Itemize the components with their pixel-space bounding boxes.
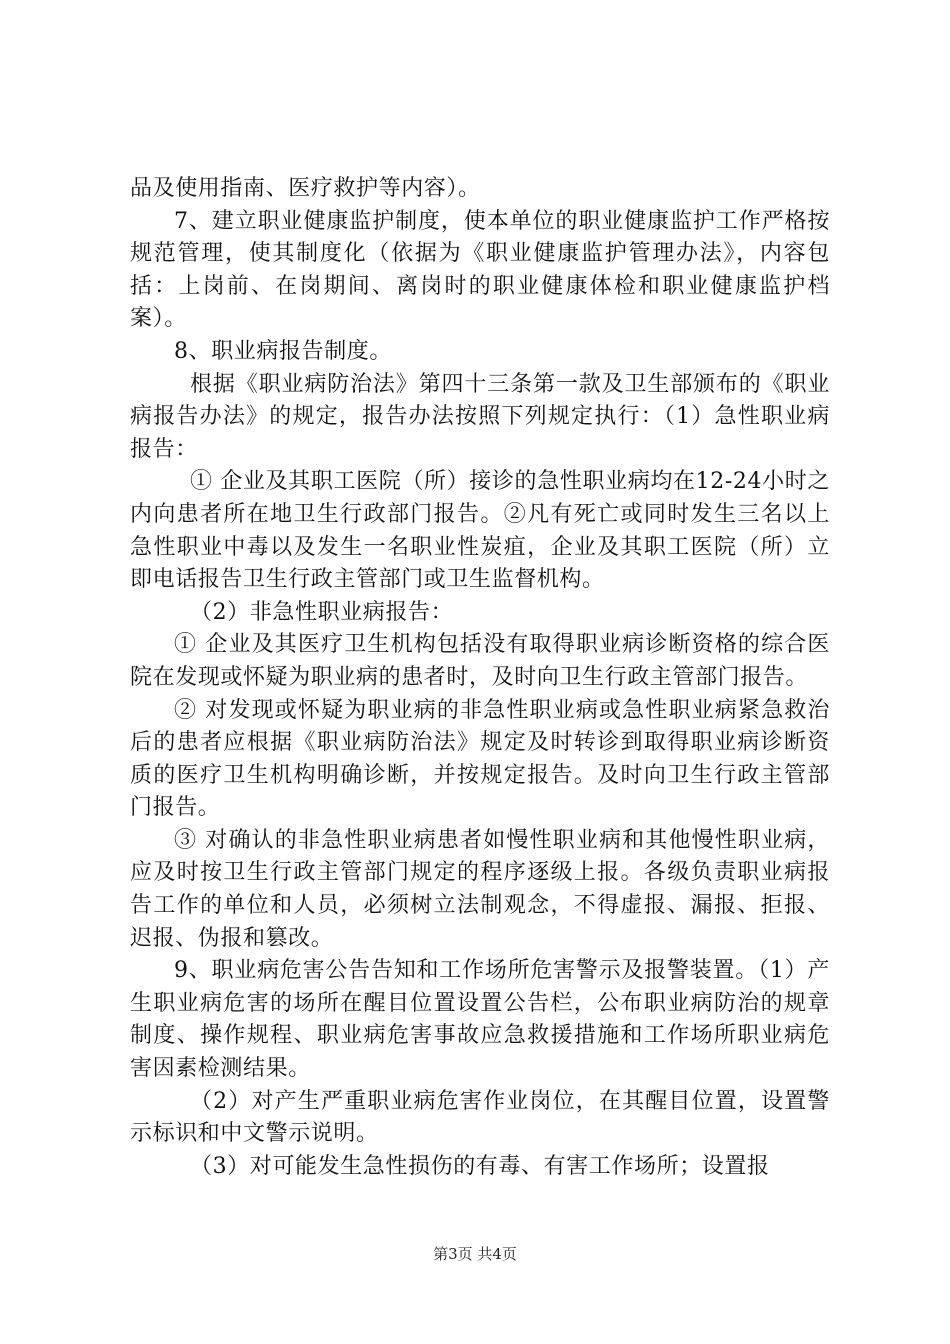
paragraph-nonacute-1: ① 企业及其医疗卫生机构包括没有取得职业病诊断资格的综合医院在发现或怀疑为职业病的患者时，及时向卫生行政主管部门报告。 bbox=[130, 632, 830, 690]
paragraph-nonacute-2: ② 对发现或怀疑为职业病的非急性职业病或急性职业病紧急救治后的患者应根据《职业病防治法》规定及时转诊到取得职业病诊断资质的医疗卫生机构明确诊断，并按规定报告。及时向卫生行政主管部门报告。 bbox=[130, 697, 830, 821]
paragraph-item-9-2: （2）对产生严重职业病危害作业岗位，在其醒目位置，设置警示标识和中文警示说明。 bbox=[130, 1088, 830, 1147]
paragraph-item-9: 9、职业病危害公告告知和工作场所危害警示及报警装置。（1）产生职业病危害的场所在醒目位置设置公告栏，公布职业病防治的规章制度、操作规程、职业病危害事故应急救援措施和工作场所职业病危害因素检测结果。 bbox=[130, 958, 830, 1082]
paragraph-nonacute-3: ③ 对确认的非急性职业病患者如慢性职业病和其他慢性职业病，应及时按卫生行政主管部门规定的程序逐级上报。各级负责职业病报告工作的单位和人员，必须树立法制观念，不得虚报、漏报、拒报、迟报、伪报和篡改。 bbox=[130, 827, 830, 951]
paragraph-continuation: 品及使用指南、医疗救护等内容）。 bbox=[130, 176, 481, 201]
paragraph-acute-report-1: ① 企业及其职工医院（所）接诊的急性职业病均在12-24小时之内向患者所在地卫生行政部门报告。②凡有死亡或同时发生三名以上急性职业中毒以及发生一名职业性炭疽，企业及其职工医院（所）立即电话报告卫生行政主管部门或卫生监督机构。 bbox=[130, 469, 830, 593]
paragraph-nonacute-heading: （2）非急性职业病报告： bbox=[190, 599, 454, 625]
paragraph-item-8: 8、职业病报告制度。 bbox=[174, 338, 392, 364]
page-number-footer: 第3页 共4页 bbox=[433, 1245, 517, 1263]
paragraph-item-7: 7、建立职业健康监护制度，使本单位的职业健康监护工作严格按规范管理，使其制度化（依据为《职业健康监护管理办法》，内容包括：上岗前、在岗期间、离岗时的职业健康体检和职业健康监护档案）。 bbox=[130, 208, 830, 332]
paragraph-report-basis: 根据《职业病防治法》第四十三条第一款及卫生部颁布的《职业病报告办法》的规定，报告办法按照下列规定执行：（1）急性职业病报告： bbox=[130, 371, 830, 462]
paragraph-item-9-3: （3）对可能发生急性损伤的有毒、有害工作场所；设置报 bbox=[190, 1153, 770, 1179]
document-body bbox=[130, 173, 830, 1183]
